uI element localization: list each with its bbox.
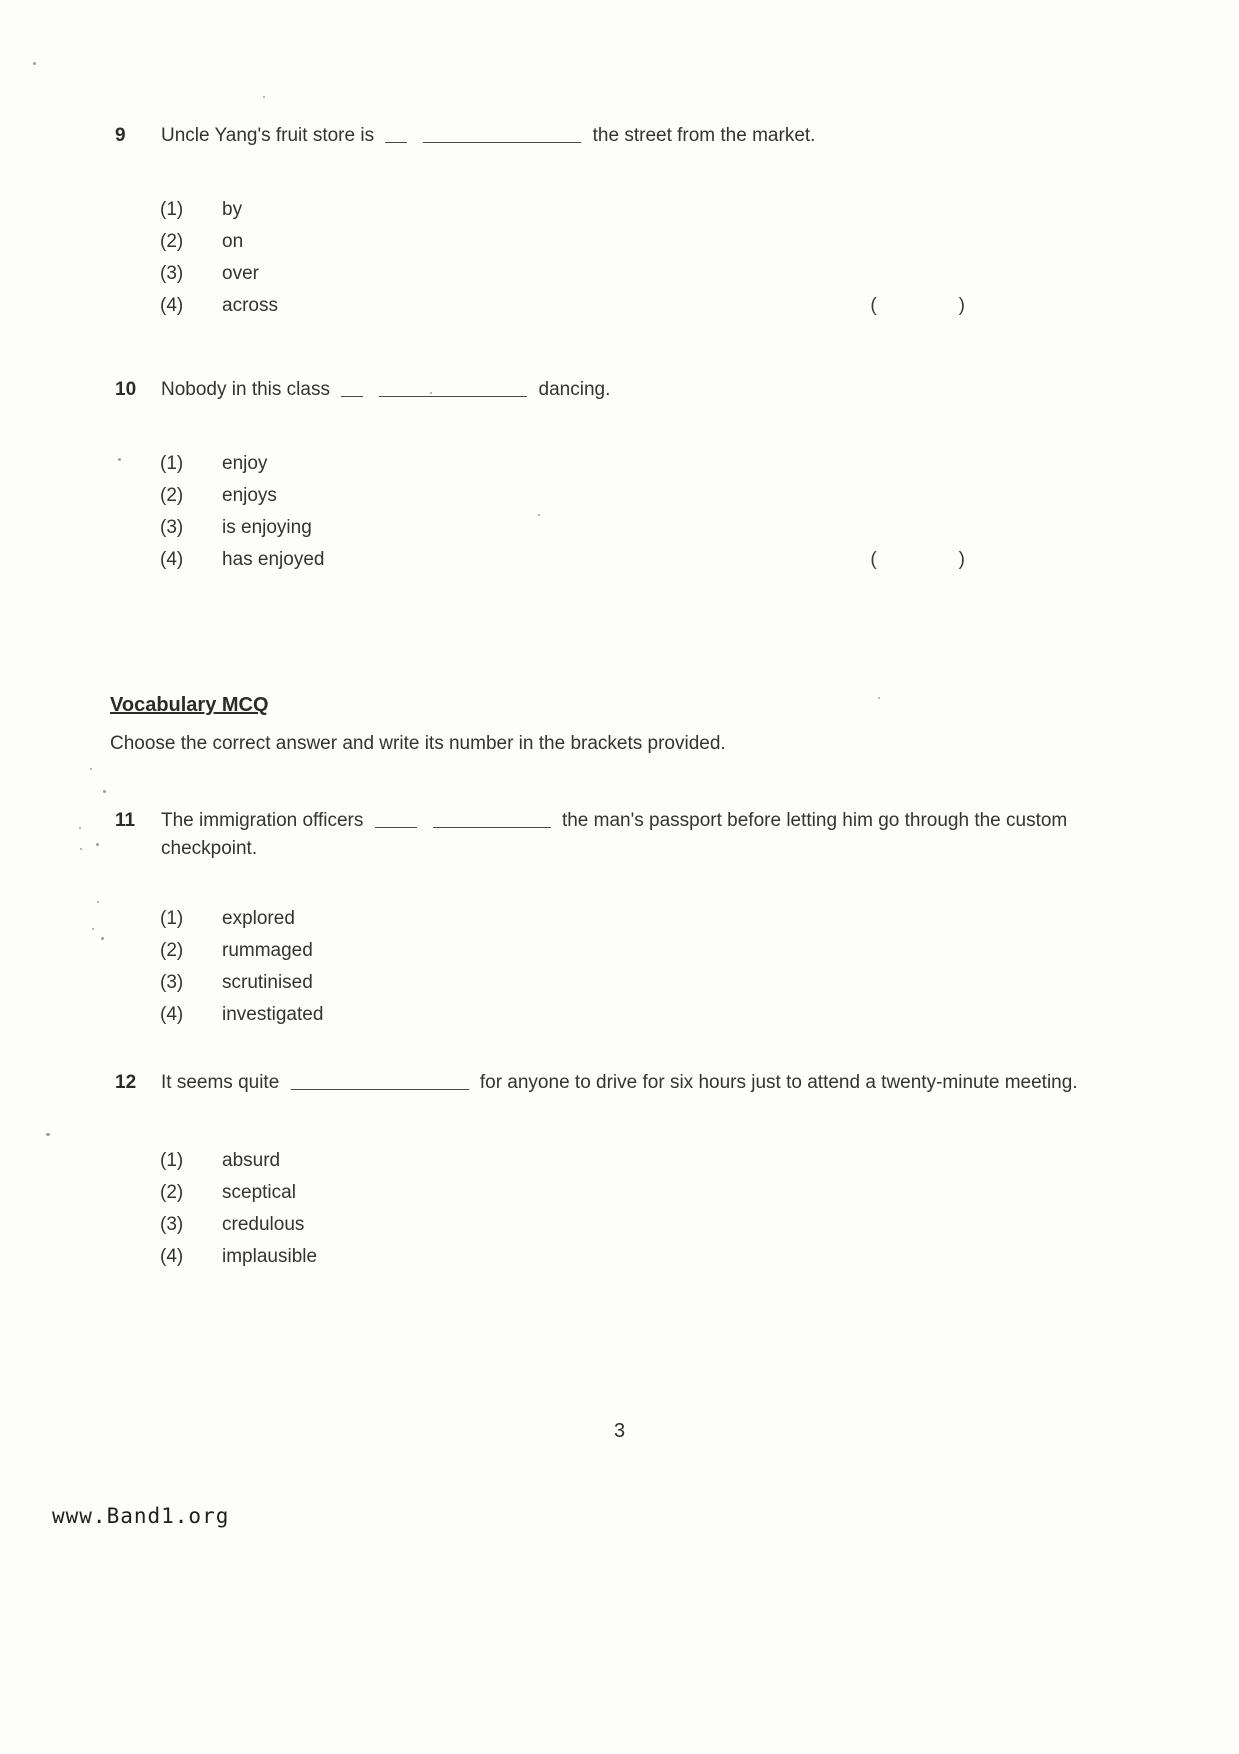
option-label: by	[222, 199, 243, 220]
scan-speck	[96, 843, 99, 846]
scan-speck	[46, 1133, 50, 1136]
scan-speck	[103, 790, 106, 793]
option-row	[160, 226, 965, 258]
option-number: (3)	[160, 1214, 184, 1235]
question-text-after: for anyone to drive for six hours just to attend a twenty-minute meeting.	[479, 1072, 1078, 1093]
option-label: credulous	[222, 1214, 305, 1235]
option-row	[160, 544, 965, 576]
option-label: implausible	[222, 1246, 318, 1267]
bracket-close: )	[958, 295, 965, 316]
option-label: scrutinised	[222, 972, 313, 993]
scan-speck	[878, 697, 880, 699]
footer-url: www.Band1.org	[52, 1504, 230, 1528]
option-label: has enjoyed	[222, 549, 325, 570]
answer-blank	[433, 814, 551, 828]
scan-speck	[33, 62, 36, 65]
question-text	[161, 376, 1149, 404]
option-row	[160, 967, 965, 999]
scan-speck	[118, 458, 121, 461]
option-number: (4)	[160, 1004, 184, 1025]
option-number: (2)	[160, 485, 184, 506]
scan-speck	[80, 848, 82, 850]
option-label: rummaged	[222, 940, 313, 961]
question-number: 11	[115, 810, 136, 831]
option-label: is enjoying	[222, 517, 312, 538]
option-row	[160, 935, 965, 967]
option-number: (1)	[160, 199, 184, 220]
question-text-after: the man's passport before letting him go through the custom checkpoint.	[161, 810, 1068, 859]
section-title: Vocabulary MCQ	[110, 694, 269, 716]
option-row	[160, 1145, 965, 1177]
answer-brackets	[870, 290, 965, 322]
option-number: (4)	[160, 1246, 184, 1267]
question-number: 9	[115, 125, 126, 146]
option-number: (1)	[160, 453, 184, 474]
question-10-options	[160, 448, 965, 576]
question-text-before: The immigration officers	[161, 810, 364, 831]
option-row	[160, 999, 965, 1031]
answer-brackets	[870, 544, 965, 576]
scan-speck	[90, 768, 92, 770]
answer-blank-lead	[385, 129, 407, 143]
option-number: (2)	[160, 940, 184, 961]
answer-blank-lead	[375, 814, 417, 828]
question-9	[115, 122, 1149, 322]
option-row	[160, 1177, 965, 1209]
question-11-options	[160, 903, 965, 1031]
answer-blank	[423, 129, 581, 143]
scan-speck	[97, 901, 99, 903]
option-number: (2)	[160, 231, 184, 252]
option-number: (4)	[160, 549, 184, 570]
option-label: on	[222, 231, 244, 252]
question-text-before: It seems quite	[161, 1072, 280, 1093]
option-row	[160, 480, 965, 512]
section-instructions: Choose the correct answer and write its number in the brackets provided.	[110, 733, 726, 754]
answer-blank	[379, 383, 527, 397]
option-label: enjoys	[222, 485, 277, 506]
option-number: (3)	[160, 517, 184, 538]
option-number: (2)	[160, 1182, 184, 1203]
option-number: (4)	[160, 295, 184, 316]
option-label: enjoy	[222, 453, 268, 474]
option-row	[160, 903, 965, 935]
question-12-options	[160, 1145, 965, 1273]
section-heading	[110, 694, 1149, 755]
question-text-before: Uncle Yang's fruit store is	[161, 125, 375, 146]
question-12	[115, 1069, 1149, 1273]
option-row	[160, 512, 965, 544]
option-label: across	[222, 295, 278, 316]
bracket-open: (	[870, 295, 877, 316]
answer-blank	[291, 1076, 469, 1090]
option-row	[160, 290, 965, 322]
answer-blank-lead	[341, 383, 363, 397]
option-row	[160, 258, 965, 290]
option-label: absurd	[222, 1150, 281, 1171]
question-text	[161, 1069, 1149, 1097]
question-10-text-row	[115, 376, 1149, 404]
option-label: over	[222, 263, 259, 284]
scan-speck	[79, 827, 81, 829]
option-label: explored	[222, 908, 295, 929]
scan-speck	[101, 937, 104, 940]
option-row	[160, 1241, 965, 1273]
option-number: (3)	[160, 263, 184, 284]
option-row	[160, 1209, 965, 1241]
question-text	[161, 122, 1149, 150]
option-label: investigated	[222, 1004, 324, 1025]
question-text	[161, 807, 1149, 863]
question-text-after: the street from the market.	[592, 125, 816, 146]
question-10	[115, 376, 1149, 576]
question-text-after: dancing.	[538, 379, 611, 400]
question-12-text-row	[115, 1069, 1149, 1097]
option-row	[160, 448, 965, 480]
bracket-close: )	[958, 549, 965, 570]
scan-speck	[538, 514, 540, 516]
question-text-before: Nobody in this class	[161, 379, 330, 400]
question-number: 10	[115, 379, 137, 400]
option-number: (1)	[160, 1150, 184, 1171]
option-label: sceptical	[222, 1182, 296, 1203]
question-9-text-row	[115, 122, 1149, 150]
question-11	[115, 807, 1149, 1031]
bracket-open: (	[870, 549, 877, 570]
option-row	[160, 194, 965, 226]
scan-speck	[263, 96, 265, 98]
page-number: 3	[613, 1420, 626, 1442]
option-number: (3)	[160, 972, 184, 993]
question-number: 12	[115, 1072, 137, 1093]
option-number: (1)	[160, 908, 184, 929]
scan-speck	[92, 928, 94, 930]
scan-speck	[430, 392, 432, 394]
question-11-text-row	[115, 807, 1149, 863]
question-9-options	[160, 194, 965, 322]
